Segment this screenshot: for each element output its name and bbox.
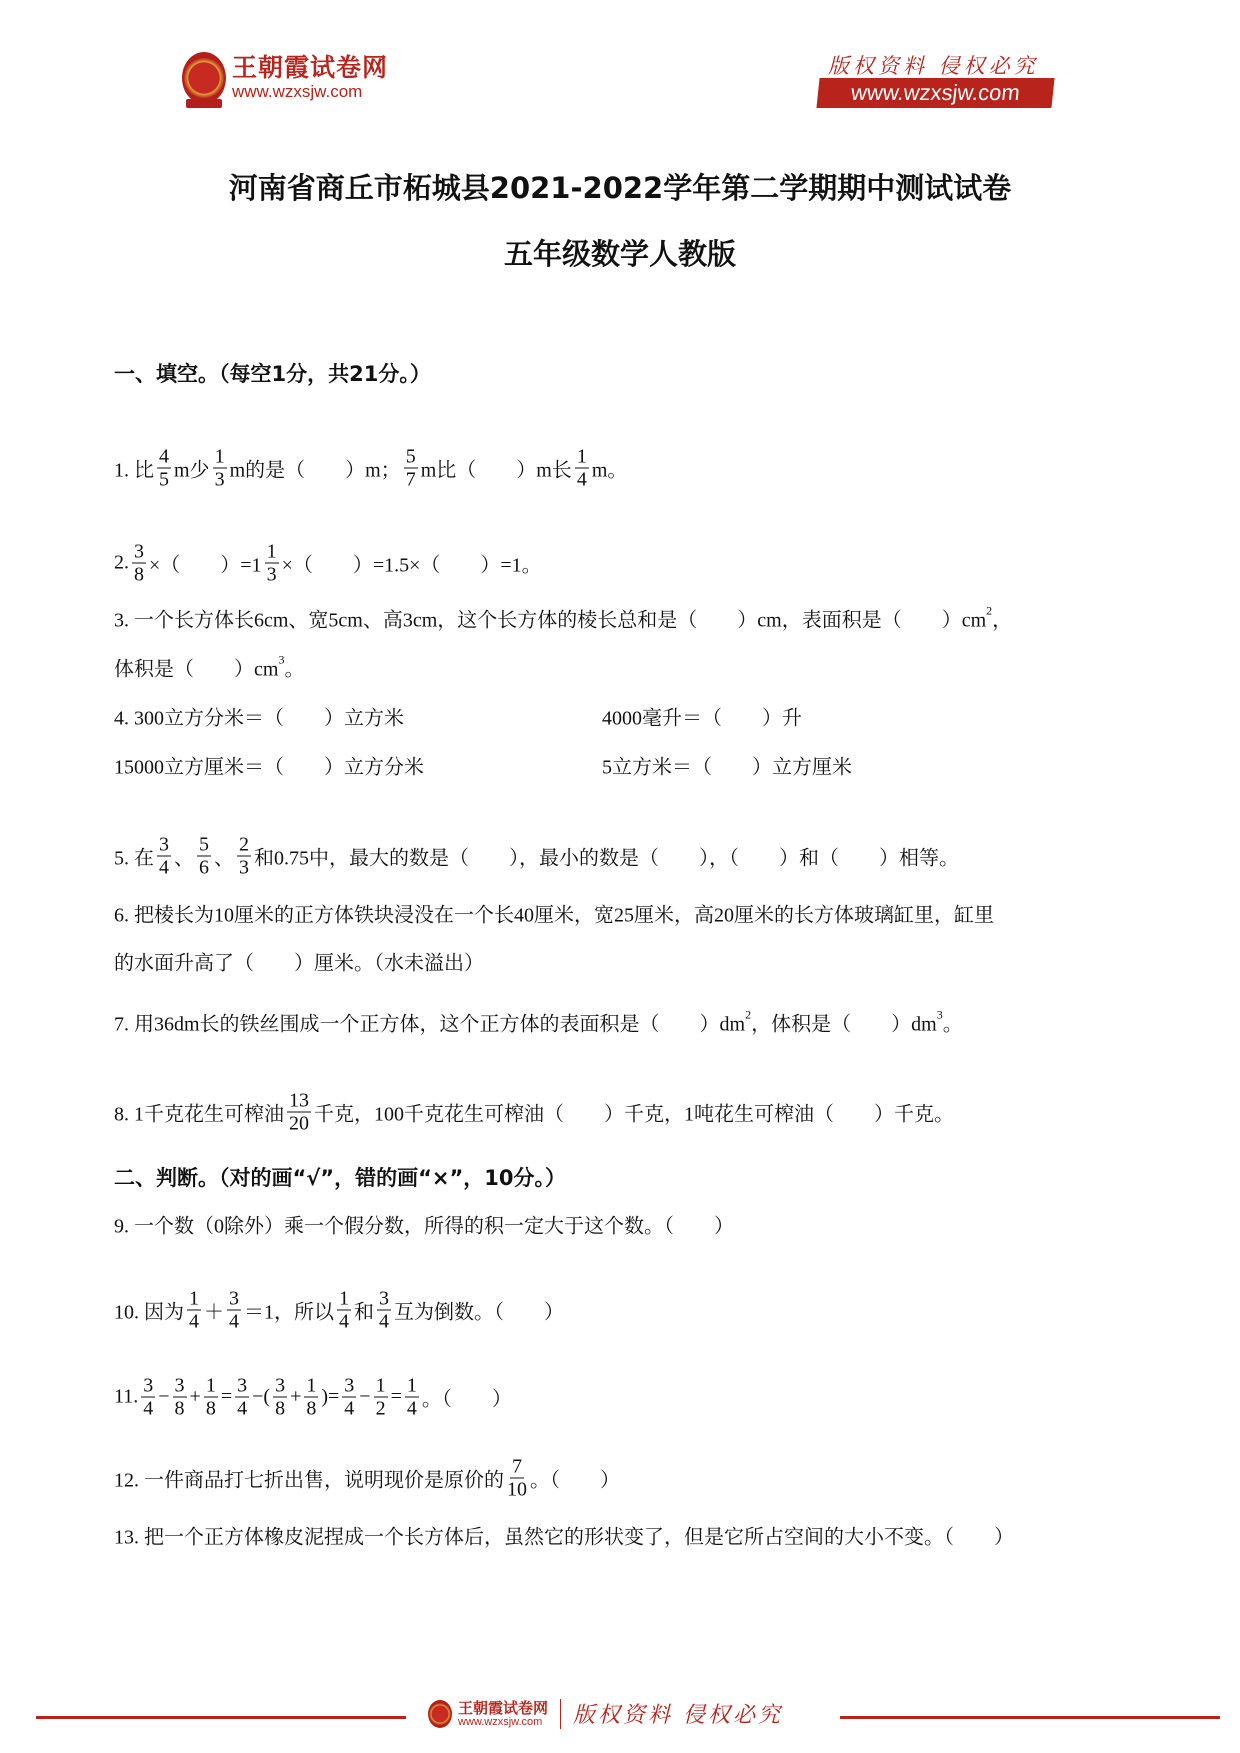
footer-divider [36,1716,406,1719]
numerator: 1 [406,1374,417,1397]
fraction [374,1375,388,1420]
numerator: 7 [512,1455,522,1478]
denominator: 4 [339,1310,349,1333]
denominator: 3 [214,468,225,491]
question [602,702,802,731]
numerator: 3 [174,1374,185,1397]
question [114,604,1012,633]
question-text: ，体积是（ ）dm [751,1013,937,1036]
numerator: 1 [339,1287,349,1310]
numerator: 2 [239,833,249,856]
question-text: 3. 一个长方体长6cm、宽5cm、高3cm，这个长方体的棱长总和是（ ）cm，表面积是（ ）cm [114,609,987,632]
numerator: 3 [275,1374,286,1397]
question-text: + [189,1385,201,1408]
numerator: 3 [344,1374,355,1397]
question-text: ×（ ）=1.5×（ ）=1。 [281,554,542,577]
question-text: 。 [284,658,305,681]
question-text: 4000毫升＝（ ）升 [602,707,802,730]
question-text: 5. 在 [114,847,154,870]
numerator: 1 [189,1287,199,1310]
fraction [342,1375,356,1420]
denominator: 8 [306,1397,317,1420]
denominator: 8 [275,1397,286,1420]
numerator: 1 [576,445,587,468]
question-text: 千克，100千克花生可榨油（ ）千克，1吨花生可榨油（ ）千克。 [314,1103,954,1126]
denominator: 20 [289,1112,309,1135]
exam-subtitle: 五年级数学人教版 [503,237,736,271]
question [114,702,404,731]
question-text: 5立方米＝（ ）立方厘米 [602,756,852,779]
fraction [213,446,227,491]
numerator: 1 [205,1374,216,1397]
denominator: 2 [375,1397,386,1420]
question [114,1090,954,1135]
question-text: m比（ ）m长 [420,459,572,482]
question-text: 的水面升高了（ ）厘米。（水未溢出） [114,952,484,975]
question [114,1456,620,1501]
question-text: 9. 一个数（0除外）乘一个假分数，所得的积一定大于这个数。（ ） [114,1215,734,1238]
fraction [304,1375,318,1420]
numerator: 3 [237,1374,248,1397]
denominator: 8 [174,1397,185,1420]
numerator: 1 [266,540,277,563]
fraction [204,1375,218,1420]
question-text: 10. 因为 [114,1301,184,1324]
question [114,1288,564,1333]
question [114,834,959,879]
fraction [265,541,279,586]
section-heading: 一、填空。（每空1分，共21分。） [114,362,431,386]
question-text: 互为倒数。（ ） [394,1301,564,1324]
question [114,899,994,928]
footer-copyright: 版权资料 侵权必究 [573,1703,784,1728]
fraction [575,446,589,491]
numerator: 5 [199,833,209,856]
question-text: 。 [942,1013,963,1036]
fraction [287,1090,311,1135]
denominator: 5 [159,468,169,491]
footer-brand: 王朝霞试卷网 [458,1698,549,1717]
question [114,1375,512,1420]
question-text: ， [992,609,1013,632]
fraction [405,1375,419,1420]
denominator: 4 [344,1397,355,1420]
fraction [173,1375,187,1420]
question-text: − [158,1385,170,1408]
denominator: 4 [237,1397,248,1420]
fraction [157,446,171,491]
question-text: ＝1，所以 [244,1301,334,1324]
fraction [377,1288,391,1333]
fraction [187,1288,201,1333]
logo-url: www.wzxsjw.com [232,82,363,101]
footer-url: www.wzxsjw.com [458,1715,543,1728]
question [114,653,304,682]
question [114,541,542,586]
superscript: 3 [278,652,285,667]
numerator: 1 [306,1374,317,1397]
denominator: 10 [507,1478,527,1501]
question-text: ＋ [204,1301,224,1324]
question-text: 。（ ） [530,1469,620,1492]
question [114,1008,963,1037]
denominator: 6 [199,856,209,879]
question-text: m的是（ ）m； [229,459,401,482]
superscript: 2 [986,603,993,618]
fraction [235,1375,249,1420]
numerator: 1 [214,445,225,468]
numerator: 5 [405,445,416,468]
question-text: 和0.75中，最大的数是（ ），最小的数是（ ），（ ）和（ ）相等。 [254,847,959,870]
question-text: 15000立方厘米＝（ ）立方分米 [114,756,424,779]
logo-brand: 王朝霞试卷网 [232,53,389,82]
logo-badge-icon [182,52,226,104]
denominator: 8 [134,563,144,586]
denominator: 4 [189,1310,199,1333]
question-text: 12. 一件商品打七折出售，说明现价是原价的 [114,1469,504,1492]
numerator: 4 [159,445,169,468]
numerator: 3 [143,1374,154,1397]
denominator: 4 [229,1310,239,1333]
denominator: 4 [159,856,169,879]
question-text: − [359,1385,371,1408]
denominator: 4 [143,1397,154,1420]
question [114,1521,1014,1550]
question-text: m。 [591,459,628,482]
question-text: 和 [354,1301,374,1324]
numerator: 1 [375,1374,386,1397]
question-text: = [220,1385,233,1408]
question-text: 7. 用36dm长的铁丝围成一个正方体，这个正方体的表面积是（ ）dm [114,1013,746,1036]
footer-badge-icon [428,1700,452,1728]
denominator: 4 [379,1310,389,1333]
exam-title: 河南省商丘市柘城县2021-2022学年第二学期期中测试试卷 [228,171,1012,205]
question [114,947,484,976]
site-logo [182,52,388,104]
footer-logo [428,1698,783,1729]
section-heading: 二、判断。（对的画“√”，错的画“×”，10分。） [114,1166,567,1190]
fraction [337,1288,351,1333]
fraction [197,834,211,879]
superscript: 3 [936,1007,943,1022]
footer-divider [840,1716,1220,1719]
numerator: 13 [289,1089,309,1112]
fraction [157,834,171,879]
question-text: )= [321,1385,340,1408]
footer-separator [560,1699,561,1729]
fraction [507,1456,527,1501]
fraction [132,541,146,586]
fraction [141,1375,155,1420]
numerator: 3 [159,833,169,856]
question-text: + [290,1385,302,1408]
question-text: 8. 1千克花生可榨油 [114,1103,284,1126]
question-text: −( [252,1385,271,1408]
fraction [404,446,418,491]
denominator: 8 [205,1397,216,1420]
fraction [273,1375,287,1420]
question-text: 、 [174,847,194,870]
question-text: m少 [174,459,210,482]
url-banner: www.wzxsjw.com [816,78,1054,108]
question-text: 6. 把棱长为10厘米的正方体铁块浸没在一个长40厘米，宽25厘米，高20厘米的长方体玻璃缸里，缸里 [114,904,994,927]
question-text: 11. [114,1385,139,1408]
numerator: 3 [134,540,144,563]
question [114,1210,734,1239]
denominator: 7 [405,468,416,491]
question-text: 13. 把一个正方体橡皮泥捏成一个长方体后，虽然它的形状变了，但是它所占空间的大小不变。（ ） [114,1526,1014,1549]
question-text: 1. 比 [114,459,154,482]
denominator: 4 [406,1397,417,1420]
question-text: 2. [114,551,129,574]
copyright-notice: 版权资料 侵权必究 [828,54,1039,78]
question-text: 、 [214,847,234,870]
numerator: 3 [229,1287,239,1310]
numerator: 3 [379,1287,389,1310]
question-text: 。（ ） [421,1388,512,1411]
question-text: ×（ ）=1 [149,554,262,577]
fraction [237,834,251,879]
question [602,751,852,780]
denominator: 4 [576,468,587,491]
superscript: 2 [745,1007,752,1022]
question-text: 4. 300立方分米＝（ ）立方米 [114,707,404,730]
denominator: 3 [239,856,249,879]
question [114,446,627,491]
question [114,751,424,780]
fraction [227,1288,241,1333]
question-text: = [390,1385,402,1408]
question-text: 体积是（ ）cm [114,658,279,681]
denominator: 3 [266,563,277,586]
